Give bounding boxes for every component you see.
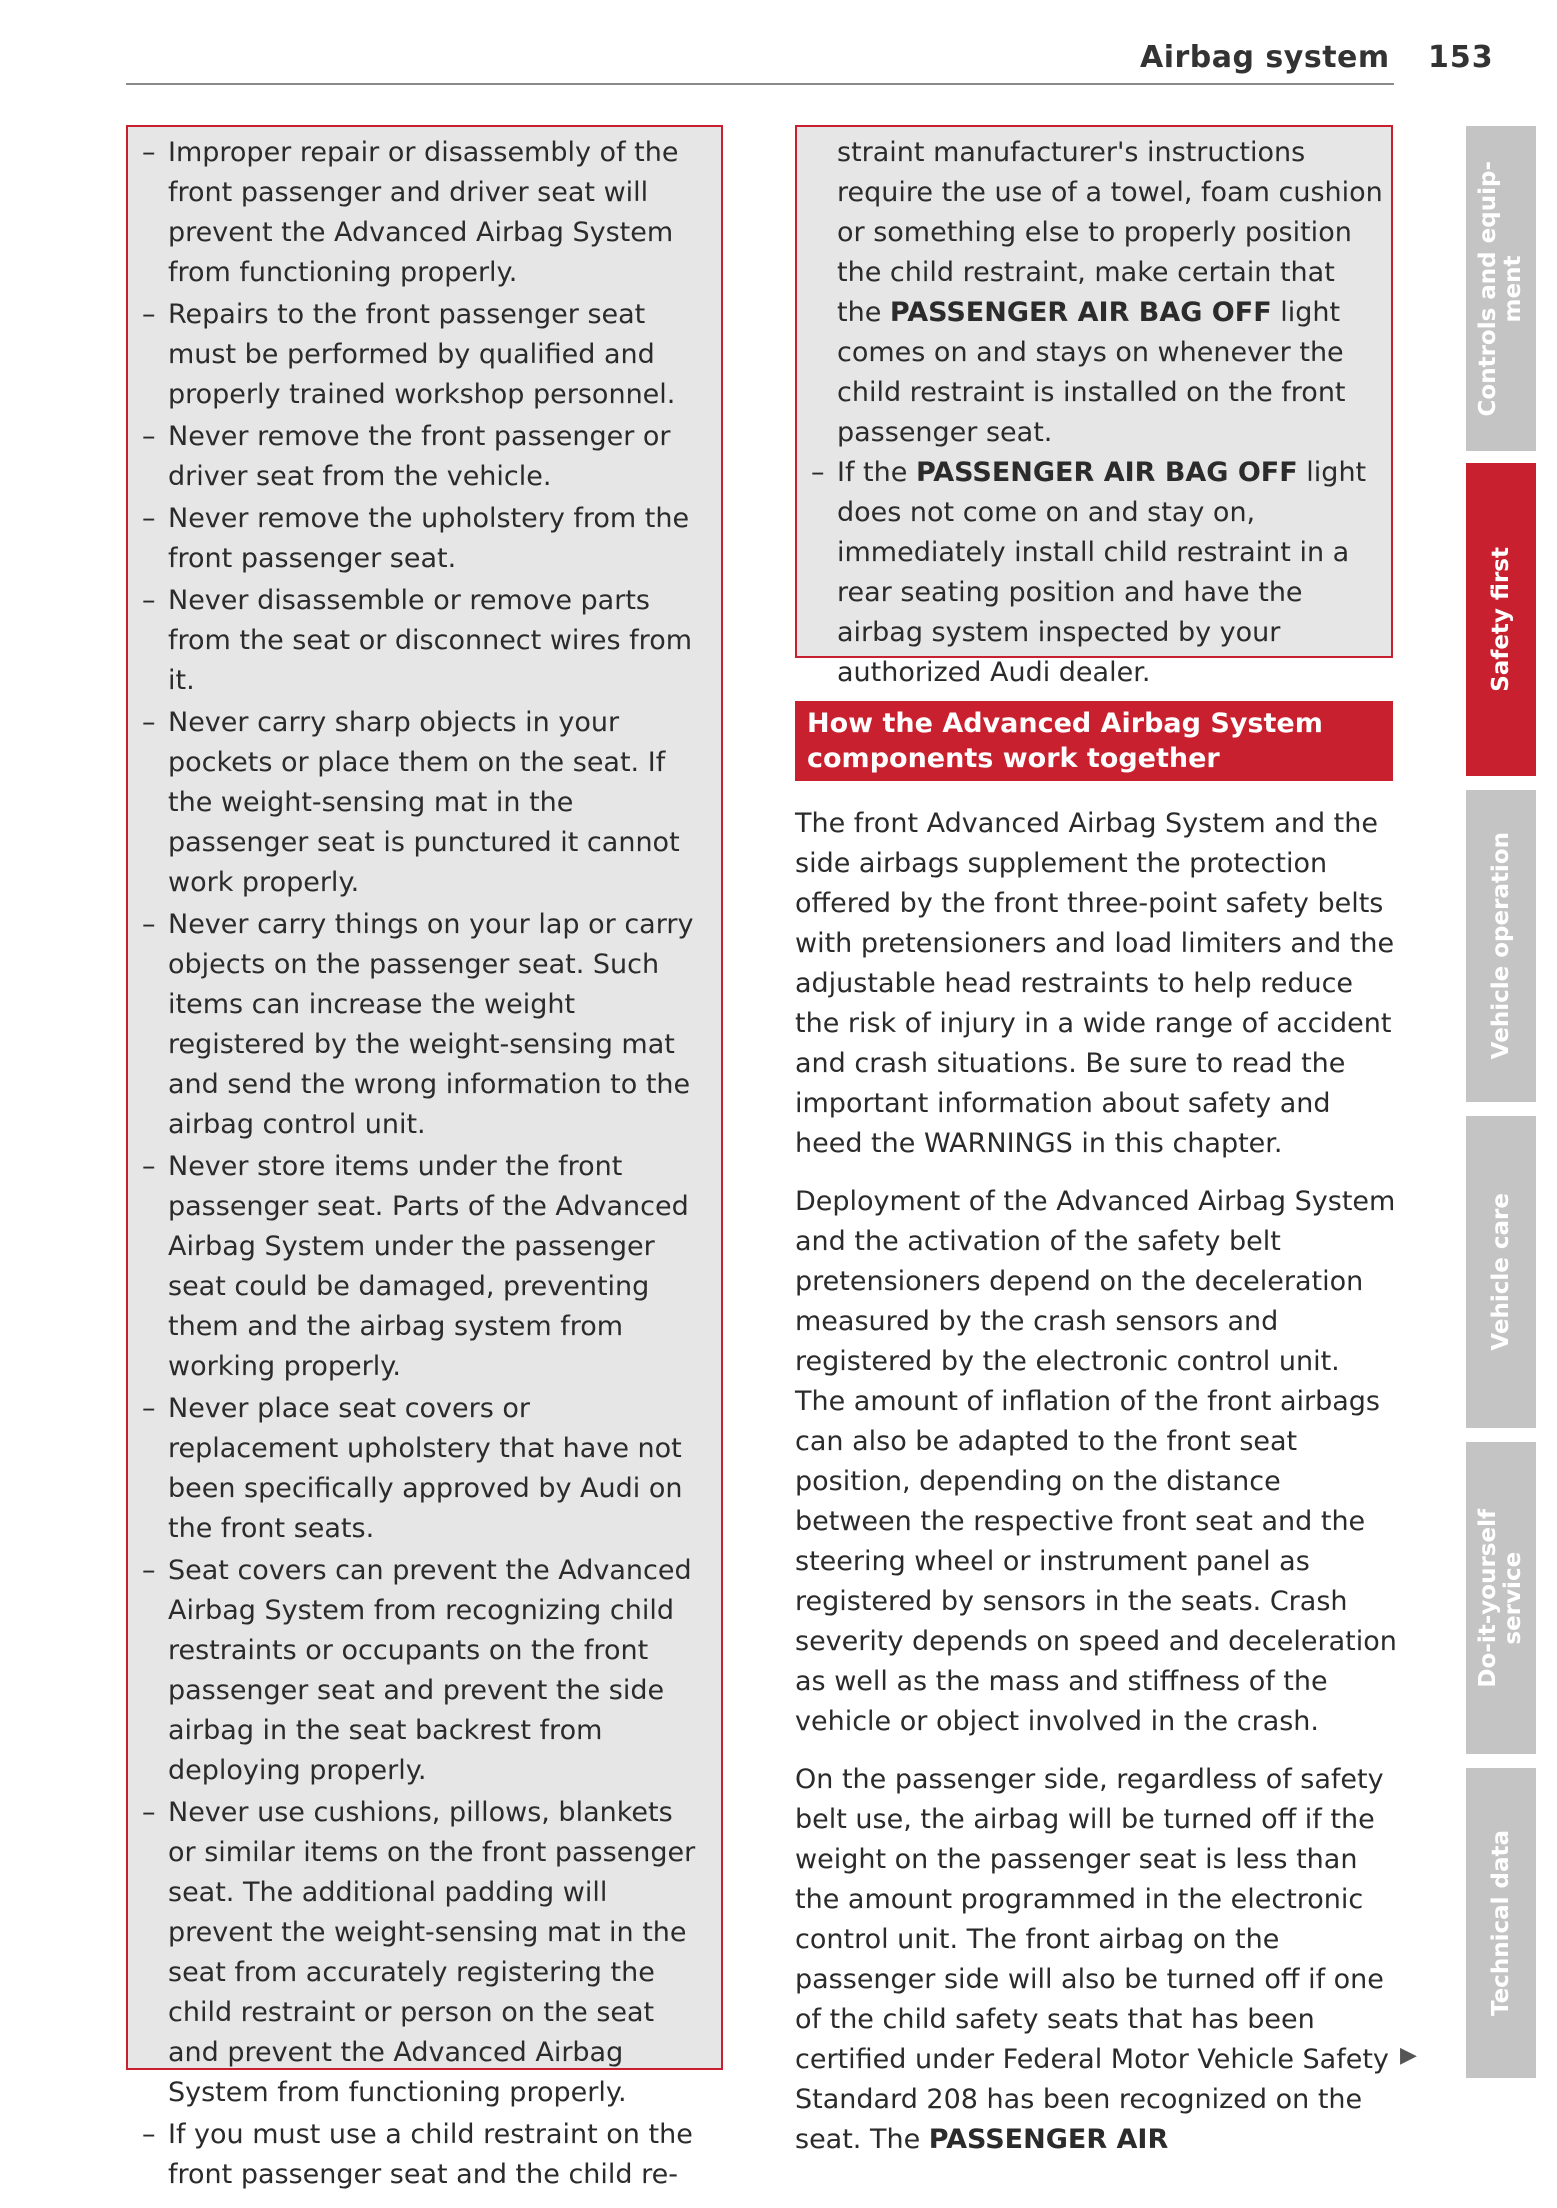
warning-item-text: Never place seat covers or replacement upholstery that have not been specifically approved by Audi on the front seats. — [168, 1393, 683, 1544]
warning-item-text: Never carry things on your lap or carry objects on the passenger seat. Such items can increase the weight registered by the weight-sensing mat and send the wrong information to the airbag control unit. — [168, 909, 694, 1140]
warning-item-text: Never remove the front passenger or driver seat from the vehicle. — [168, 421, 671, 492]
warning-item — [142, 581, 707, 701]
warning-item — [142, 1793, 707, 2113]
continue-arrow-icon: ▶ — [1400, 2043, 1417, 2068]
body-paragraph-3-text: On the passenger side, regardless of safety belt use, the airbag will be turned off if the weight on the passenger seat is less than the amount programmed in the electronic control unit. The front airbag on the passenger side will also be turned off if one of the child safety seats that has been certified under Federal Motor Vehicle Safety Standard 208 has been recognized on the seat. The — [795, 1764, 1389, 2155]
warning-list-left — [142, 133, 707, 2195]
warning-item-text: Seat covers can prevent the Advanced Airbag System from recognizing child restraints or occupants on the front passenger seat and prevent the side airbag in the seat backrest from deploying properly. — [168, 1555, 692, 1786]
warning-item — [142, 1147, 707, 1387]
warning-cont-text: straint manufacturer's instructions require the use of a towel, foam cushion or something else to properly position the child restraint, make certain that the — [837, 137, 1383, 328]
warning-item-text: Never carry sharp objects in your pockets or place them on the seat. If the weight-sensing mat in the passenger seat is punctured it cannot work properly. — [168, 707, 680, 898]
section-heading: How the Advanced Airbag System components work together — [795, 701, 1393, 781]
dash-bullet: – — [142, 421, 156, 452]
side-tab-vehicle-operation[interactable] — [1466, 790, 1536, 1102]
body-paragraph-1: The front Advanced Airbag System and the side airbags supplement the protection offered by the front three-point safety belts with pretensioners and load limiters and the adjustable head restraints to help reduce the risk of injury in a wide range of accident and crash situations. Be sure to read the important information about safety and heed the WARNINGS in this chapter. — [795, 808, 1395, 1159]
side-tab-label: Vehicle operation — [1487, 832, 1514, 1060]
warning-item-text: Never use cushions, pillows, blankets or similar items on the front passenger seat. The additional padding will prevent the weight-sensing mat in the seat from accurately registering the child restraint or person on the seat and prevent the Advanced Airbag System from functioning properly. — [168, 1797, 696, 2108]
dash-bullet: – — [142, 137, 156, 168]
warning-item — [142, 2115, 707, 2195]
side-tab-vehicle-care[interactable] — [1466, 1116, 1536, 1428]
warning-item — [142, 417, 707, 497]
warning-item — [142, 905, 707, 1145]
dash-bullet: – — [142, 585, 156, 616]
page-number: 153 — [1428, 40, 1494, 75]
warning-item-text: light does not come on and stay on, immediately install child restraint in a rear seating position and have the airbag system inspected by your authorized Audi dealer. — [837, 457, 1367, 688]
warning-item — [142, 499, 707, 579]
side-tab-label: Technical data — [1487, 1829, 1514, 2017]
warning-item-text: Never store items under the front passenger seat. Parts of the Advanced Airbag System under the passenger seat could be damaged, preventing them and the airbag system from working properly. — [168, 1151, 689, 1382]
warning-item-prefix: If the — [837, 457, 908, 488]
warning-item — [142, 133, 707, 293]
dash-bullet: – — [142, 909, 156, 940]
warning-item-text: Never remove the upholstery from the front passenger seat. — [168, 503, 690, 574]
side-tab-label: Do-it-yourself service — [1475, 1508, 1526, 1688]
warning-item-text: Improper repair or disassembly of the front passenger and driver seat will prevent the Advanced Airbag System from functioning properly. — [168, 137, 679, 288]
warning-item-text: Repairs to the front passenger seat must be performed by qualified and properly trained workshop personnel. — [168, 299, 676, 410]
warning-box-right — [795, 125, 1393, 688]
page-header-title: Airbag system — [1140, 40, 1390, 75]
warning-item — [811, 453, 1383, 693]
body-paragraph-2: Deployment of the Advanced Airbag System and the activation of the safety belt pretensioners depend on the deceleration measured by the crash sensors and registered by the electronic control unit. The amount of inflation of the front airbags can also be adapted to the front seat position, depending on the distance between the respective front seat and the steering wheel or instrument panel as registered by sensors in the seats. Crash severity depends on speed and deceleration as well as the mass and stiffness of the vehicle or object involved in the crash. — [795, 1186, 1397, 1737]
side-tab-do-it-yourself-service[interactable] — [1466, 1442, 1536, 1754]
side-tab-technical-data[interactable] — [1466, 1768, 1536, 2078]
dash-bullet: – — [142, 1555, 156, 1586]
dash-bullet: – — [142, 1393, 156, 1424]
warning-cont-bold: PASSENGER AIR BAG OFF — [889, 297, 1272, 328]
side-tab-label: Controls and equip- ment — [1475, 160, 1526, 417]
warning-item-text: Never disassemble or remove parts from the seat or disconnect wires from it. — [168, 585, 693, 696]
side-tab-controls-and-equipment[interactable] — [1466, 126, 1536, 451]
dash-bullet: – — [811, 457, 825, 488]
side-tab-label: Vehicle care — [1487, 1193, 1514, 1351]
body-paragraph-3-bold: PASSENGER AIR — [928, 2124, 1169, 2155]
warning-item — [142, 1389, 707, 1549]
body-text — [795, 804, 1397, 2178]
warning-item — [142, 1551, 707, 1791]
dash-bullet: – — [142, 1797, 156, 1828]
side-tab-label: Safety first — [1487, 547, 1514, 692]
body-paragraph-3 — [795, 1760, 1397, 2160]
warning-continuation — [811, 133, 1383, 453]
dash-bullet: – — [142, 1151, 156, 1182]
header-divider — [126, 83, 1394, 85]
warning-list-right — [811, 453, 1383, 693]
warning-box-left — [126, 125, 723, 2190]
dash-bullet: – — [142, 707, 156, 738]
side-tab-safety-first[interactable] — [1466, 463, 1536, 776]
warning-item-bold: PASSENGER AIR BAG OFF — [915, 457, 1298, 488]
warning-item — [142, 703, 707, 903]
warning-item-text: If you must use a child restraint on the front passenger seat and the child re- — [168, 2119, 693, 2190]
dash-bullet: – — [142, 2119, 156, 2150]
warning-item — [142, 295, 707, 415]
dash-bullet: – — [142, 503, 156, 534]
warning-cont-text-after: light comes on and stays on whenever the child restraint is installed on the front passenger seat. — [837, 297, 1346, 448]
dash-bullet: – — [142, 299, 156, 330]
